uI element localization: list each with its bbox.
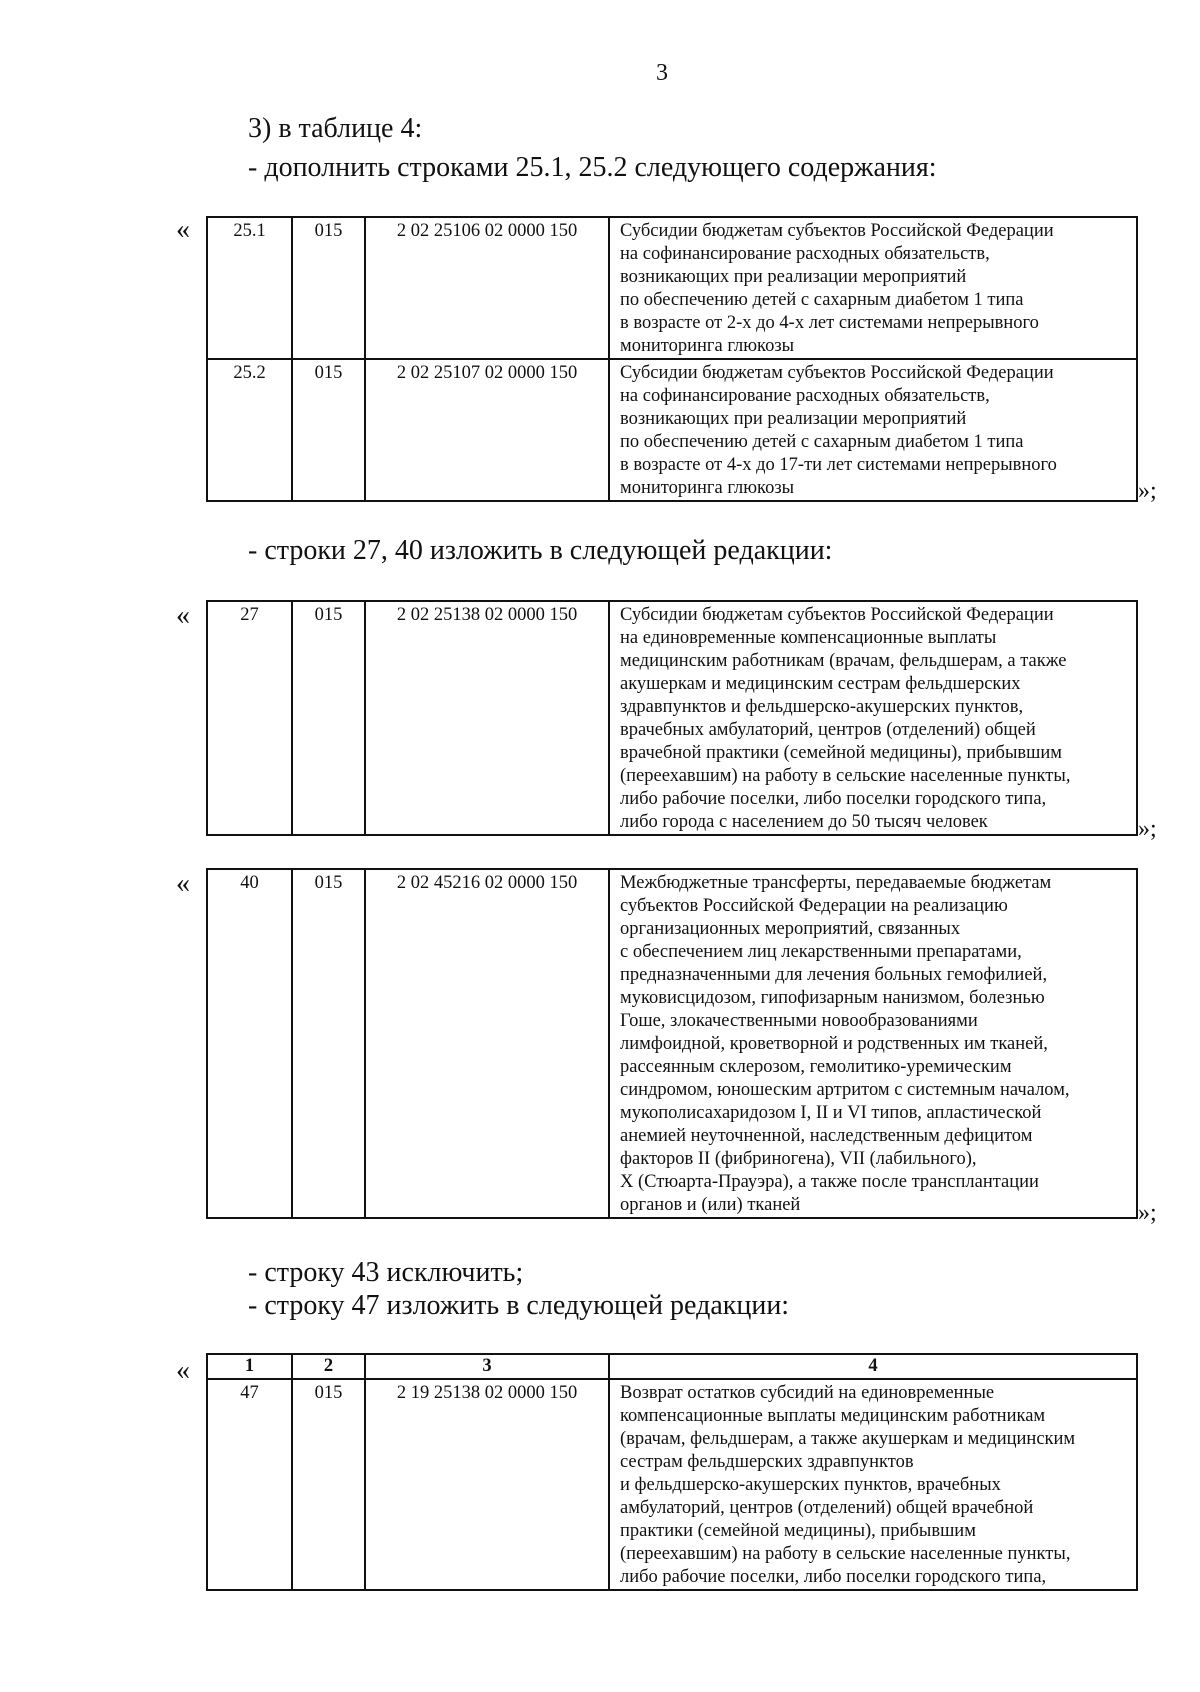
admin-code: 015: [292, 869, 365, 1218]
row-description: Субсидии бюджетам субъектов Российской Федерации на единовременные компенсационные выплаты медицинским работникам (врачам, фельдшерам, а также акушеркам и медицинским сестрам фельдшерских здравпунктов и фельдшерско-акушерских пунктов, врачебных амбулаторий, центров (отделений) общей врачебной практики (семейной медицины), прибывшим (переехавшим) на работу в сельские населенные пункты, либо рабочие поселки, либо поселки городского типа, либо города с населением до 50 тысяч человек: [609, 601, 1137, 835]
budget-code: 2 19 25138 02 0000 150: [365, 1379, 609, 1590]
table-row-27: [206, 600, 1138, 836]
row-number: 25.1: [207, 217, 292, 359]
table-row: [207, 359, 1137, 501]
section-heading: 3) в таблице 4:: [248, 113, 423, 144]
admin-code: 015: [292, 601, 365, 835]
table-row-47: [206, 1353, 1138, 1591]
table-rows-25-1-25-2: [206, 216, 1138, 502]
column-header: 1: [207, 1354, 292, 1379]
instruction-add-rows: - дополнить строками 25.1, 25.2 следующего содержания:: [248, 152, 937, 183]
instruction-edit-row-47: - строку 47 изложить в следующей редакции:: [248, 1290, 790, 1321]
row-description: Межбюджетные трансферты, передаваемые бюджетам субъектов Российской Федерации на реализацию организационных мероприятий, связанных с обеспечением лиц лекарственными препаратами, предназначенными для лечения больных гемофилией, муковисцидозом, гипофизарным нанизмом, болезнью Гоше, злокачественными новообразованиями лимфоидной, кроветворной и родственных им тканей, рассеянным склерозом, гемолитико-уремическим синдромом, юношеским артритом с системным началом, мукополисахаридозом I, II и VI типов, апластической анемией неуточненной, наследственным дефицитом факторов II (фибриногена), VII (лабильного), X (Стюарта-Прауэра), а также после трансплантации органов и (или) тканей: [609, 869, 1137, 1218]
quote-open: «: [176, 868, 190, 899]
row-number: 40: [207, 869, 292, 1218]
table-header: [207, 1354, 1137, 1379]
row-number: 27: [207, 601, 292, 835]
quote-open: «: [176, 1355, 190, 1386]
budget-code: 2 02 25107 02 0000 150: [365, 359, 609, 501]
table-row: [207, 217, 1137, 359]
row-number: 25.2: [207, 359, 292, 501]
page-number: 3: [656, 60, 668, 86]
budget-code: 2 02 45216 02 0000 150: [365, 869, 609, 1218]
quote-close: »;: [1138, 1200, 1157, 1226]
admin-code: 015: [292, 217, 365, 359]
column-header: 3: [365, 1354, 609, 1379]
table-row: [207, 869, 1137, 1218]
budget-code: 2 02 25106 02 0000 150: [365, 217, 609, 359]
row-description: Субсидии бюджетам субъектов Российской Федерации на софинансирование расходных обязательств, возникающих при реализации мероприятий по обеспечению детей с сахарным диабетом 1 типа в возрасте от 2-х до 4-х лет системами непрерывного мониторинга глюкозы: [609, 217, 1137, 359]
quote-open: «: [176, 214, 190, 245]
quote-open: «: [176, 600, 190, 631]
budget-code: 2 02 25138 02 0000 150: [365, 601, 609, 835]
quote-close: »;: [1138, 478, 1157, 504]
table-row: [207, 601, 1137, 835]
quote-close: »;: [1138, 816, 1157, 842]
table-row: [207, 1379, 1137, 1590]
row-description: Возврат остатков субсидий на единовременные компенсационные выплаты медицинским работникам (врачам, фельдшерам, а также акушеркам и медицинским сестрам фельдшерских здравпунктов и фельдшерско-акушерских пунктов, врачебных амбулаторий, центров (отделений) общей врачебной практики (семейной медицины), прибывшим (переехавшим) на работу в сельские населенные пункты, либо рабочие поселки, либо поселки городского типа,: [609, 1379, 1137, 1590]
row-number: 47: [207, 1379, 292, 1590]
column-header: 2: [292, 1354, 365, 1379]
instruction-delete-row: - строку 43 исключить;: [248, 1257, 524, 1288]
instruction-edit-rows: - строки 27, 40 изложить в следующей редакции:: [248, 535, 833, 566]
admin-code: 015: [292, 359, 365, 501]
table-row-40: [206, 868, 1138, 1219]
admin-code: 015: [292, 1379, 365, 1590]
column-header: 4: [609, 1354, 1137, 1379]
row-description: Субсидии бюджетам субъектов Российской Федерации на софинансирование расходных обязательств, возникающих при реализации мероприятий по обеспечению детей с сахарным диабетом 1 типа в возрасте от 4-х до 17-ти лет системами непрерывного мониторинга глюкозы: [609, 359, 1137, 501]
